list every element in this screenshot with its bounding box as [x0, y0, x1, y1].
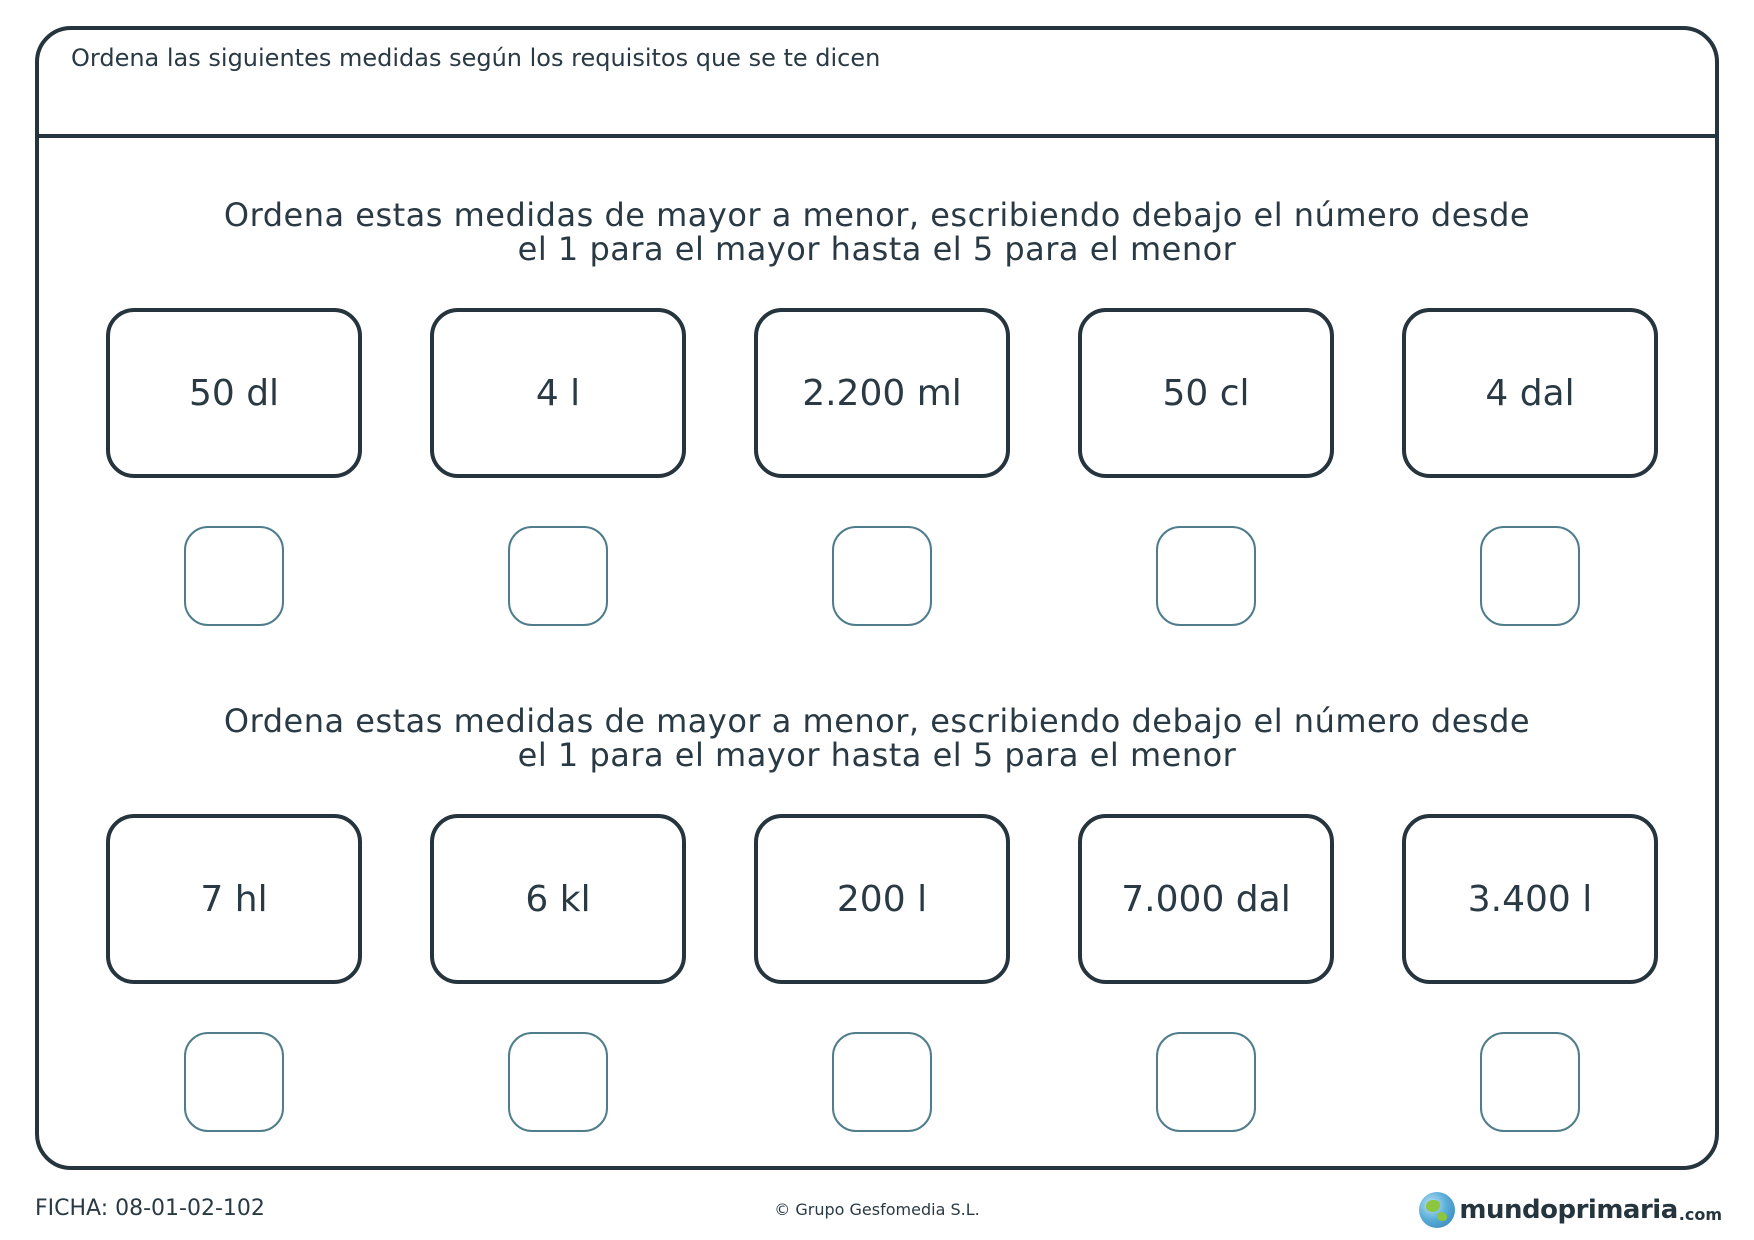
measure-box: 7.000 dal — [1078, 814, 1334, 984]
measure-box: 4 l — [430, 308, 686, 478]
section-2-prompt-line1: Ordena estas medidas de mayor a menor, escribiendo debajo el número desde — [223, 702, 1531, 740]
section-1-prompt-line2: el 1 para el mayor hasta el 5 para el menor — [517, 230, 1237, 268]
answer-box[interactable] — [508, 526, 608, 626]
measure-box: 6 kl — [430, 814, 686, 984]
globe-icon — [1419, 1192, 1455, 1228]
answer-box[interactable] — [184, 526, 284, 626]
measure-box: 200 l — [754, 814, 1010, 984]
answer-box[interactable] — [832, 526, 932, 626]
measure-box: 3.400 l — [1402, 814, 1658, 984]
worksheet — [35, 26, 1719, 1170]
measure-box: 50 cl — [1078, 308, 1334, 478]
section-2-answers — [39, 1032, 1715, 1132]
answer-box[interactable] — [832, 1032, 932, 1132]
section-1-prompt-line1: Ordena estas medidas de mayor a menor, escribiendo debajo el número desde — [223, 196, 1531, 234]
section-2-prompt-line2: el 1 para el mayor hasta el 5 para el menor — [517, 736, 1237, 774]
brand-tld: .com — [1678, 1204, 1722, 1224]
brand-logo[interactable] — [1419, 1188, 1722, 1232]
answer-box[interactable] — [1156, 1032, 1256, 1132]
copyright-text: © Grupo Gesfomedia S.L. — [774, 1200, 980, 1219]
answer-box[interactable] — [1480, 526, 1580, 626]
brand-name: mundoprimaria — [1459, 1195, 1678, 1225]
measure-box: 4 dal — [1402, 308, 1658, 478]
answer-box[interactable] — [1480, 1032, 1580, 1132]
section-2-prompt — [39, 704, 1715, 772]
measure-box: 50 dl — [106, 308, 362, 478]
measure-box: 2.200 ml — [754, 308, 1010, 478]
section-2-measures — [39, 814, 1715, 984]
section-1-prompt — [39, 198, 1715, 266]
worksheet-header — [39, 30, 1715, 138]
section-1-answers — [39, 526, 1715, 626]
answer-box[interactable] — [1156, 526, 1256, 626]
section-1-measures — [39, 308, 1715, 478]
answer-box[interactable] — [184, 1032, 284, 1132]
instruction-text: Ordena las siguientes medidas según los requisitos que se te dicen — [71, 44, 881, 72]
ficha-code: FICHA: 08-01-02-102 — [35, 1196, 265, 1221]
measure-box: 7 hl — [106, 814, 362, 984]
answer-box[interactable] — [508, 1032, 608, 1132]
